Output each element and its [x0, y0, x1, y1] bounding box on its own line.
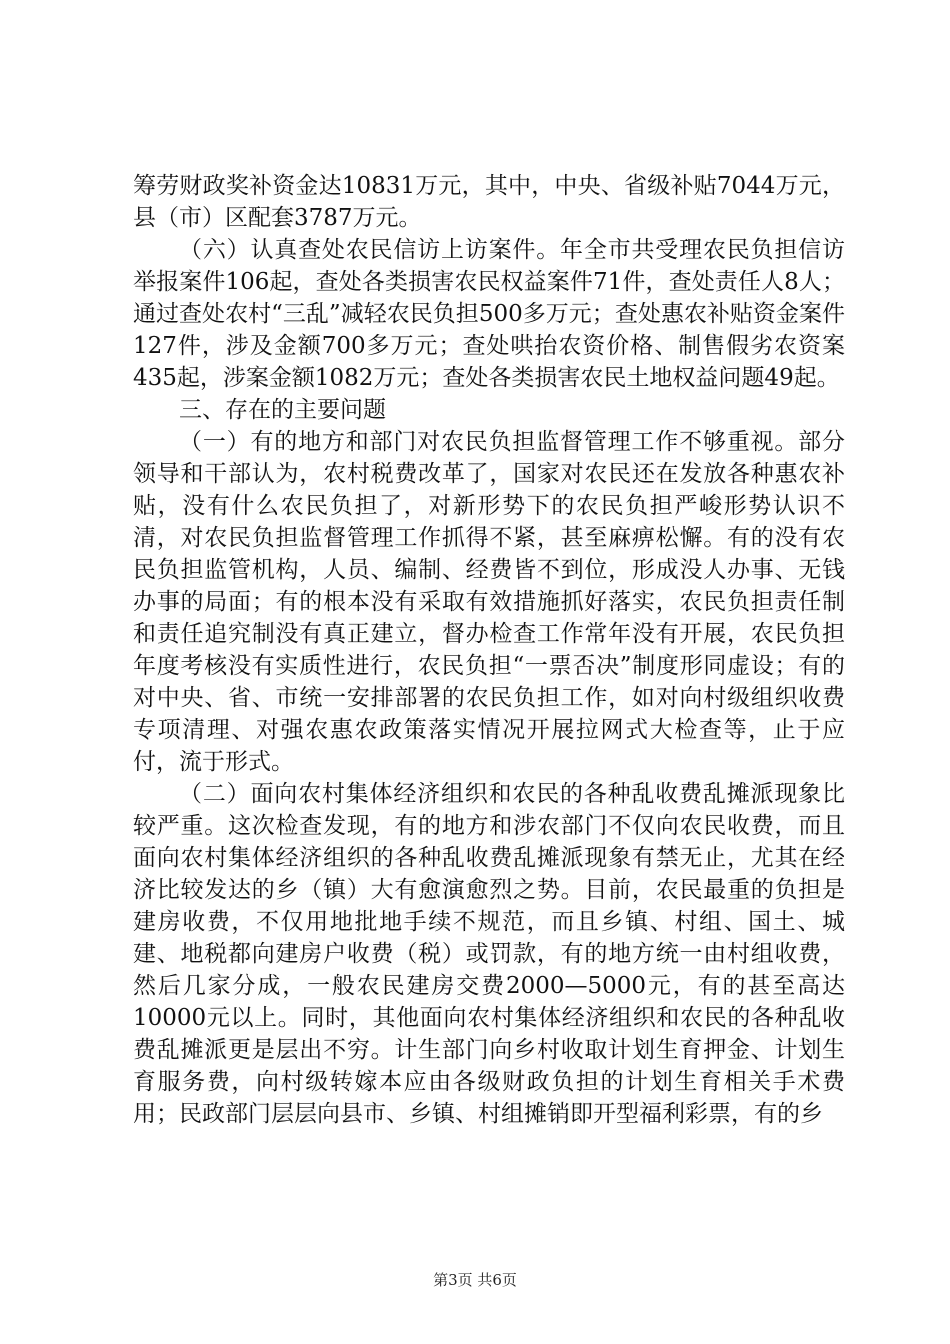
paragraph-1: 筹劳财政奖补资金达10831万元，其中，中央、省级补贴7044万元，县（市）区配套3787万元。 [133, 173, 845, 231]
paragraph-3: （一）有的地方和部门对农民负担监督管理工作不够重视。部分领导和干部认为，农村税费改革了，国家对农民还在发放各种惠农补贴，没有什么农民负担了，对新形势下的农民负担严峻形势认识不清，对农民负担监督管理工作抓得不紧，甚至麻痹松懈。有的没有农民负担监管机构，人员、编制、经费皆不到位，形成没人办事、无钱办事的局面；有的根本没有采取有效措施抓好落实，农民负担责任制和责任追究制没有真正建立，督办检查工作常年没有开展，农民负担年度考核没有实质性进行，农民负担“一票否决”制度形同虚设；有的对中央、省、市统一安排部署的农民负担工作，如对向村级组织收费专项清理、对强农惠农政策落实情况开展拉网式大检查等，止于应付，流于形式。 [133, 429, 845, 775]
paragraph-2: （六）认真查处农民信访上访案件。年全市共受理农民负担信访举报案件106起，查处各类损害农民权益案件71件，查处责任人8人；通过查处农村“三乱”减轻农民负担500多万元；查处惠农补贴资金案件127件，涉及金额700多万元；查处哄抬农资价格、制售假劣农资案435起，涉案金额1082万元；查处各类损害农民土地权益问题49起。 [133, 237, 845, 391]
document-body [133, 170, 845, 1130]
page-footer: 第3页 共6页 [433, 1271, 517, 1289]
section-heading: 三、存在的主要问题 [179, 397, 386, 423]
paragraph-4: （二）面向农村集体经济组织和农民的各种乱收费乱摊派现象比较严重。这次检查发现，有的地方和涉农部门不仅向农民收费，而且面向农村集体经济组织的各种乱收费乱摊派现象有禁无止，尤其在经济比较发达的乡（镇）大有愈演愈烈之势。目前，农民最重的负担是建房收费，不仅用地批地手续不规范，而且乡镇、村组、国土、城建、地税都向建房户收费（税）或罚款，有的地方统一由村组收费，然后几家分成，一般农民建房交费2000—5000元，有的甚至高达10000元以上。同时，其他面向农村集体经济组织和农民的各种乱收费乱摊派更是层出不穷。计生部门向乡村收取计划生育押金、计划生育服务费，向村级转嫁本应由各级财政负担的计划生育相关手术费用；民政部门层层向县市、乡镇、村组摊销即开型福利彩票，有的乡 [133, 781, 845, 1127]
